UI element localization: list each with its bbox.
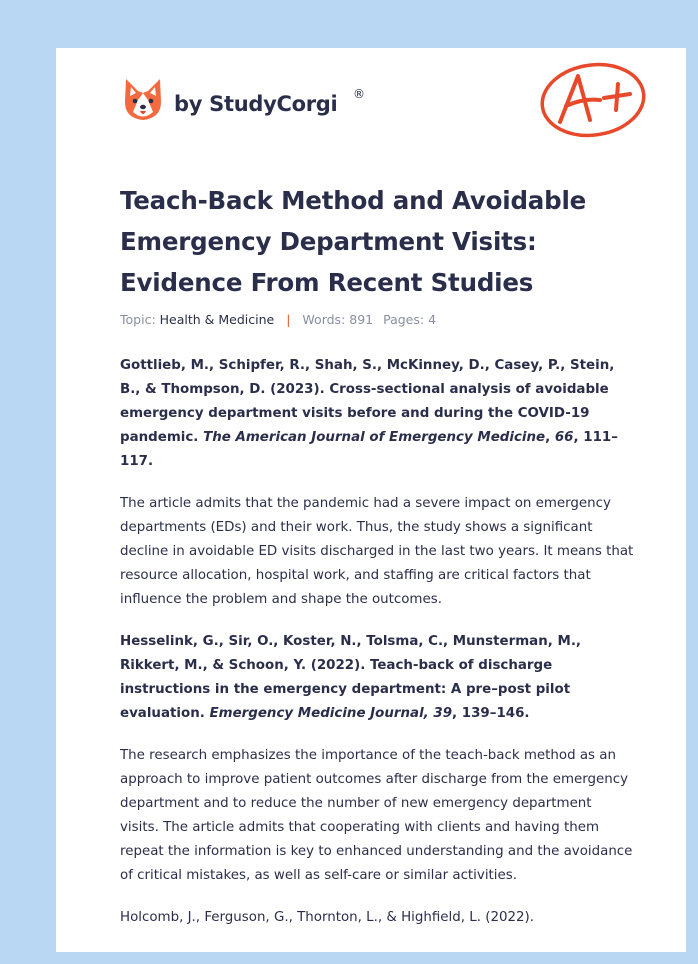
document-page bbox=[56, 48, 686, 952]
reference-pages: , 139–146. bbox=[452, 706, 530, 721]
title-line: Evidence From Recent Studies bbox=[120, 268, 534, 297]
reference-text: Hesselink, G., Sir, O., Koster, N., Tolsma, C., Munsterman, M., Rikkert, M., & Schoon, Y. (2022). Teach-back of discharge instructions in the emergency department: A pre–post pilot evaluation. bbox=[120, 634, 581, 721]
journal-volume: 66 bbox=[554, 430, 574, 445]
reference-text: Gottlieb, M., Schipfer, R., Shah, S., McKinney, D., Casey, P., Stein, B., & Thompson, D. (2023). Cross-sectional analysis of avoidable emergency department visits before and during the COVID-19 pandemic. bbox=[120, 358, 615, 445]
journal-name: Emergency Medicine Journal, 39 bbox=[209, 706, 453, 721]
meta-separator: | bbox=[286, 312, 291, 327]
reference-entry-partial: Holcomb, J., Ferguson, G., Thornton, L., & Highfield, L. (2022). bbox=[120, 910, 535, 925]
reference-sep: , bbox=[545, 430, 555, 445]
title-line: Teach-Back Method and Avoidable bbox=[120, 186, 587, 215]
grade-badge-icon bbox=[538, 60, 650, 142]
document-body bbox=[120, 354, 634, 948]
topic-value[interactable]: Health & Medicine bbox=[159, 312, 275, 327]
document-title bbox=[120, 180, 640, 303]
journal-name: The American Journal of Emergency Medicine bbox=[203, 430, 546, 445]
body-paragraph: The research emphasizes the importance of the teach-back method as an approach to improve patient outcomes after discharge from the emergency department and to reduce the number of new emergency department visits. The article admits that cooperating with clients and having them repeat the information is key to enhanced understanding and the avoidance of critical mistakes, as well as self-care or similar activities. bbox=[120, 748, 633, 883]
reference-entry bbox=[120, 630, 634, 726]
words-label: Words: bbox=[302, 312, 346, 327]
corgi-logo-icon bbox=[122, 76, 164, 122]
title-line: Emergency Department Visits: bbox=[120, 227, 537, 256]
pages-value: 4 bbox=[428, 312, 437, 327]
body-paragraph: The article admits that the pandemic had a severe impact on emergency departments (EDs) and their work. Thus, the study shows a significant decline in avoidable ED visits discharged in the last two years. It means that resource allocation, hospital work, and staffing are critical factors that influence the problem and shape the outcomes. bbox=[120, 496, 634, 607]
brand-name: by StudyCorgi bbox=[174, 92, 338, 116]
topic-label: Topic: bbox=[120, 312, 156, 327]
pages-label: Pages: bbox=[383, 312, 425, 327]
registered-mark: ® bbox=[353, 87, 365, 101]
reference-entry bbox=[120, 354, 634, 474]
words-value: 891 bbox=[349, 312, 374, 327]
reference-pages: , 111–117. bbox=[120, 430, 618, 469]
document-meta bbox=[120, 312, 436, 327]
